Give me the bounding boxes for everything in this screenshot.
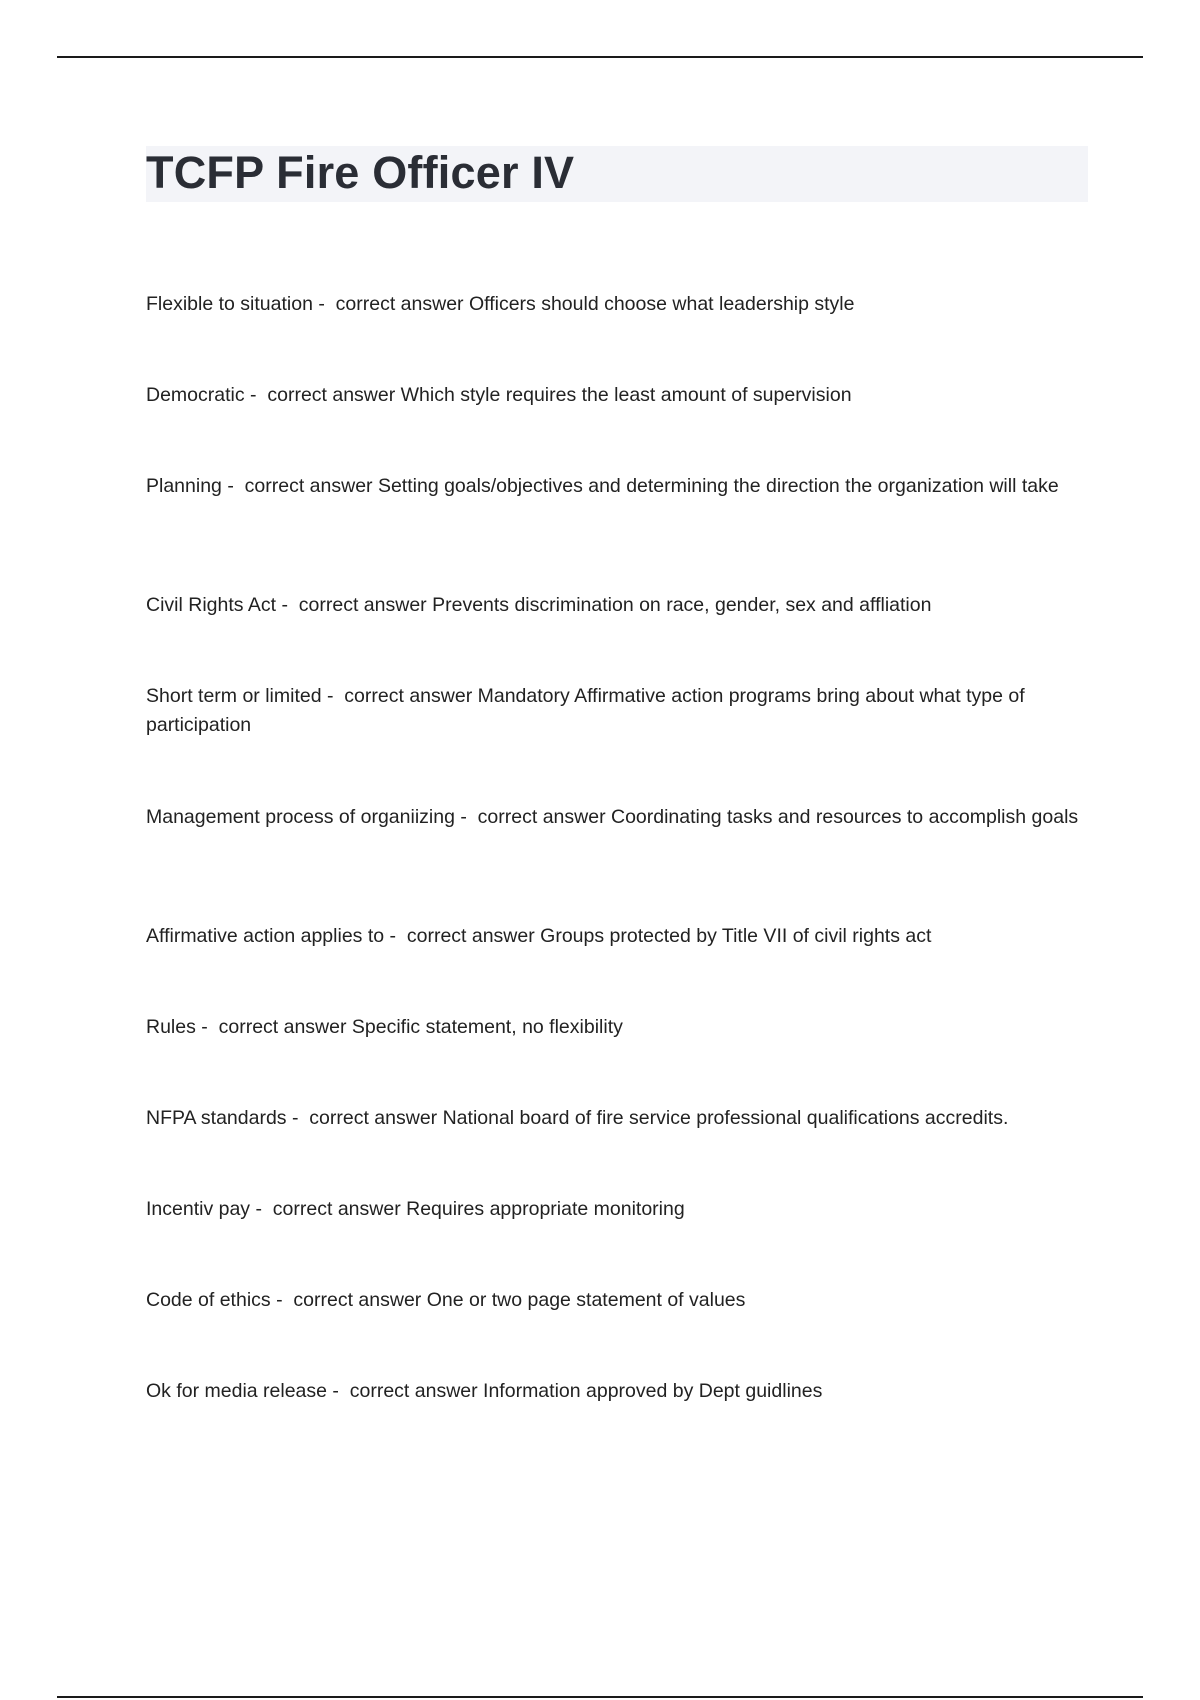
qa-separator: - correct answer — [312, 293, 469, 315]
qa-term: Code of ethics — [146, 1289, 271, 1311]
qa-item — [146, 922, 1086, 951]
qa-separator: - correct answer — [250, 1198, 407, 1220]
qa-term: Planning — [146, 475, 222, 497]
qa-separator: - correct answer — [321, 685, 478, 707]
qa-answer: Groups protected by Title VII of civil rights act — [540, 925, 932, 947]
qa-term: Management process of organiizing — [146, 806, 455, 828]
qa-term: NFPA standards — [146, 1107, 287, 1129]
top-rule — [57, 56, 1143, 58]
page-title: TCFP Fire Officer IV — [146, 147, 575, 198]
qa-term: Rules — [146, 1016, 196, 1038]
qa-separator: - correct answer — [327, 1380, 484, 1402]
qa-separator: - correct answer — [244, 384, 401, 406]
qa-item — [146, 472, 1086, 501]
qa-separator: - correct answer — [195, 1016, 352, 1038]
qa-separator: - correct answer — [384, 925, 541, 947]
qa-item — [146, 290, 1086, 319]
qa-term: Flexible to situation — [146, 293, 313, 315]
qa-separator: - correct answer — [270, 1289, 427, 1311]
qa-term: Affirmative action applies to — [146, 925, 385, 947]
qa-answer: Officers should choose what leadership style — [468, 293, 855, 315]
qa-answer: Prevents discrimination on race, gender, sex and affliation — [432, 594, 932, 616]
qa-answer: Which style requires the least amount of supervision — [400, 384, 852, 406]
qa-separator: - correct answer — [221, 475, 378, 497]
qa-answer: One or two page statement of values — [426, 1289, 746, 1311]
qa-item — [146, 1286, 1086, 1315]
qa-term: Short term or limited — [146, 685, 322, 707]
qa-answer: Mandatory Affirmative action programs bring about what type of participation — [146, 685, 1025, 736]
qa-separator: - correct answer — [286, 1107, 443, 1129]
qa-answer: Setting goals/objectives and determining the direction the organization will take — [377, 475, 1059, 497]
qa-item — [146, 682, 1086, 739]
bottom-rule — [57, 1696, 1143, 1698]
qa-item — [146, 1104, 1086, 1133]
qa-item — [146, 1377, 1086, 1406]
qa-separator: - correct answer — [276, 594, 433, 616]
qa-item — [146, 803, 1086, 832]
qa-term: Ok for media release — [146, 1380, 327, 1402]
qa-term: Civil Rights Act — [146, 594, 277, 616]
qa-answer: Coordinating tasks and resources to accomplish goals — [610, 806, 1079, 828]
qa-item — [146, 381, 1086, 410]
qa-item — [146, 591, 1086, 620]
qa-answer: Specific statement, no flexibility — [351, 1016, 623, 1038]
qa-term: Incentiv pay — [146, 1198, 251, 1220]
qa-separator: - correct answer — [454, 806, 611, 828]
qa-answer: National board of fire service professional qualifications accredits. — [442, 1107, 1009, 1129]
qa-answer: Requires appropriate monitoring — [406, 1198, 685, 1220]
qa-item — [146, 1195, 1086, 1224]
qa-term: Democratic — [146, 384, 245, 406]
qa-answer: Information approved by Dept guidlines — [483, 1380, 823, 1402]
qa-item — [146, 1013, 1086, 1042]
